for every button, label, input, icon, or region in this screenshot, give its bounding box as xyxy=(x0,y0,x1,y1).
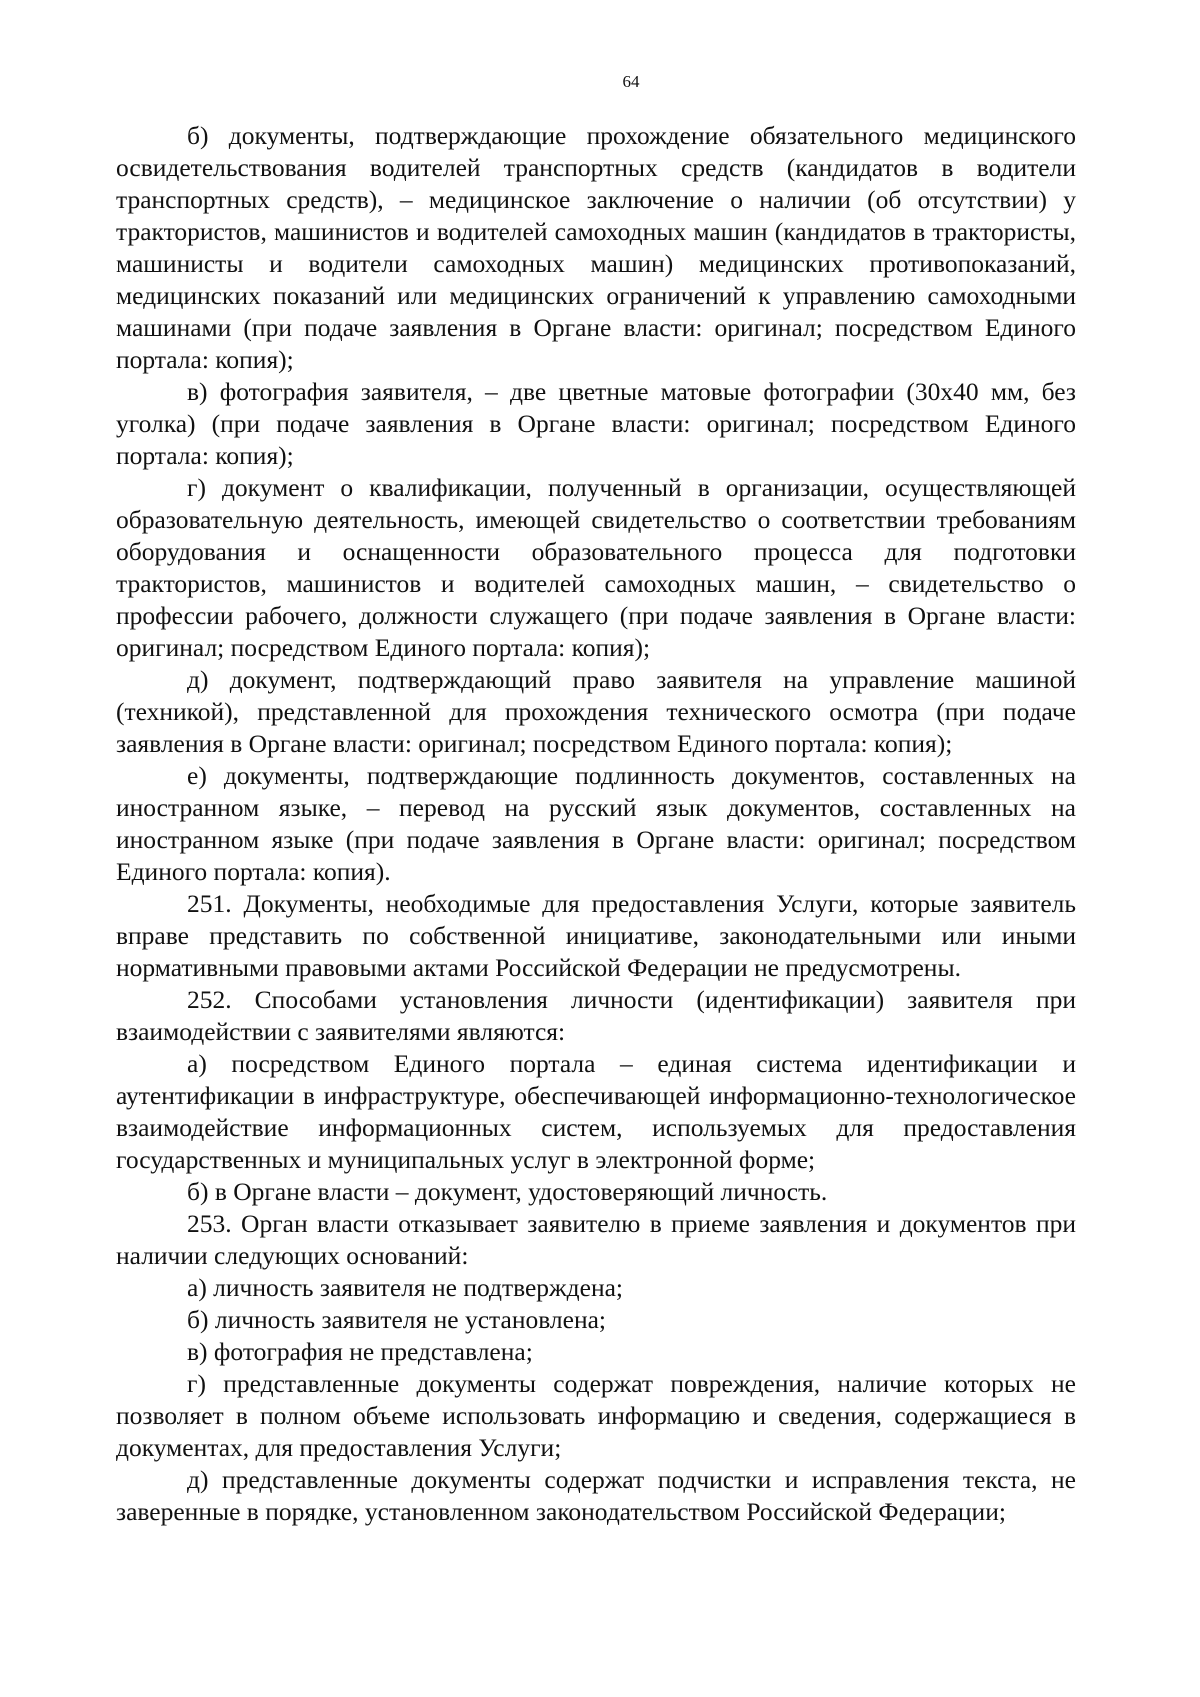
document-body xyxy=(116,120,1076,1528)
paragraph-253: 253. Орган власти отказывает заявителю в приеме заявления и документов при наличии следующих оснований: xyxy=(116,1209,1076,1270)
paragraph-g-qualification: г) документ о квалификации, полученный в организации, осуществляющей образовательную деятельность, имеющей свидетельство о соответствии требованиям оборудования и оснащенности образовательного процесса для подготовки трактористов, машинистов и водителей самоходных машин, – свидетельство о профессии рабочего, должности служащего (при подаче заявления в Органе власти: оригинал; посредством Единого портала: копия); xyxy=(116,473,1076,662)
paragraph-e-translation: е) документы, подтверждающие подлинность документов, составленных на иностранном языке, – перевод на русский язык документов, составленных на иностранном языке (при подаче заявления в Органе власти: оригинал; посредством Единого портала: копия). xyxy=(116,761,1076,886)
paragraph-253-g: г) представленные документы содержат повреждения, наличие которых не позволяет в полном объеме использовать информацию и сведения, содержащиеся в документах, для предоставления Услуги; xyxy=(116,1369,1076,1462)
paragraph-253-b: б) личность заявителя не установлена; xyxy=(187,1305,607,1334)
paragraph-253-d: д) представленные документы содержат подчистки и исправления текста, не заверенные в порядке, установленном законодательством Российской Федерации; xyxy=(116,1465,1076,1526)
paragraph-d-right-document: д) документ, подтверждающий право заявителя на управление машиной (техникой), представленной для прохождения технического осмотра (при подаче заявления в Органе власти: оригинал; посредством Единого портала: копия); xyxy=(116,665,1076,758)
paragraph-253-a: а) личность заявителя не подтверждена; xyxy=(187,1273,624,1302)
page-number: 64 xyxy=(622,72,640,91)
paragraph-252: 252. Способами установления личности (идентификации) заявителя при взаимодействии с заявителями являются: xyxy=(116,985,1076,1046)
paragraph-252-a: а) посредством Единого портала – единая система идентификации и аутентификации в инфраструктуре, обеспечивающей информационно-технологическое взаимодействие информационных систем, используемых для предоставления государственных и муниципальных услуг в электронной форме; xyxy=(116,1049,1076,1174)
paragraph-252-b: б) в Органе власти – документ, удостоверяющий личность. xyxy=(187,1177,828,1206)
paragraph-v-photo: в) фотография заявителя, – две цветные матовые фотографии (30x40 мм, без уголка) (при подаче заявления в Органе власти: оригинал; посредством Единого портала: копия); xyxy=(116,377,1076,470)
paragraph-b-medical-documents: б) документы, подтверждающие прохождение обязательного медицинского освидетельствования водителей транспортных средств (кандидатов в водители транспортных средств), – медицинское заключение о наличии (об отсутствии) у трактористов, машинистов и водителей самоходных машин (кандидатов в трактористы, машинисты и водители самоходных машин) медицинских противопоказаний, медицинских показаний или медицинских ограничений к управлению самоходными машинами (при подаче заявления в Органе власти: оригинал; посредством Единого портала: копия); xyxy=(116,121,1076,374)
paragraph-253-v: в) фотография не представлена; xyxy=(187,1337,533,1366)
paragraph-251: 251. Документы, необходимые для предоставления Услуги, которые заявитель вправе представить по собственной инициативе, законодательными или иными нормативными правовыми актами Российской Федерации не предусмотрены. xyxy=(116,889,1076,982)
